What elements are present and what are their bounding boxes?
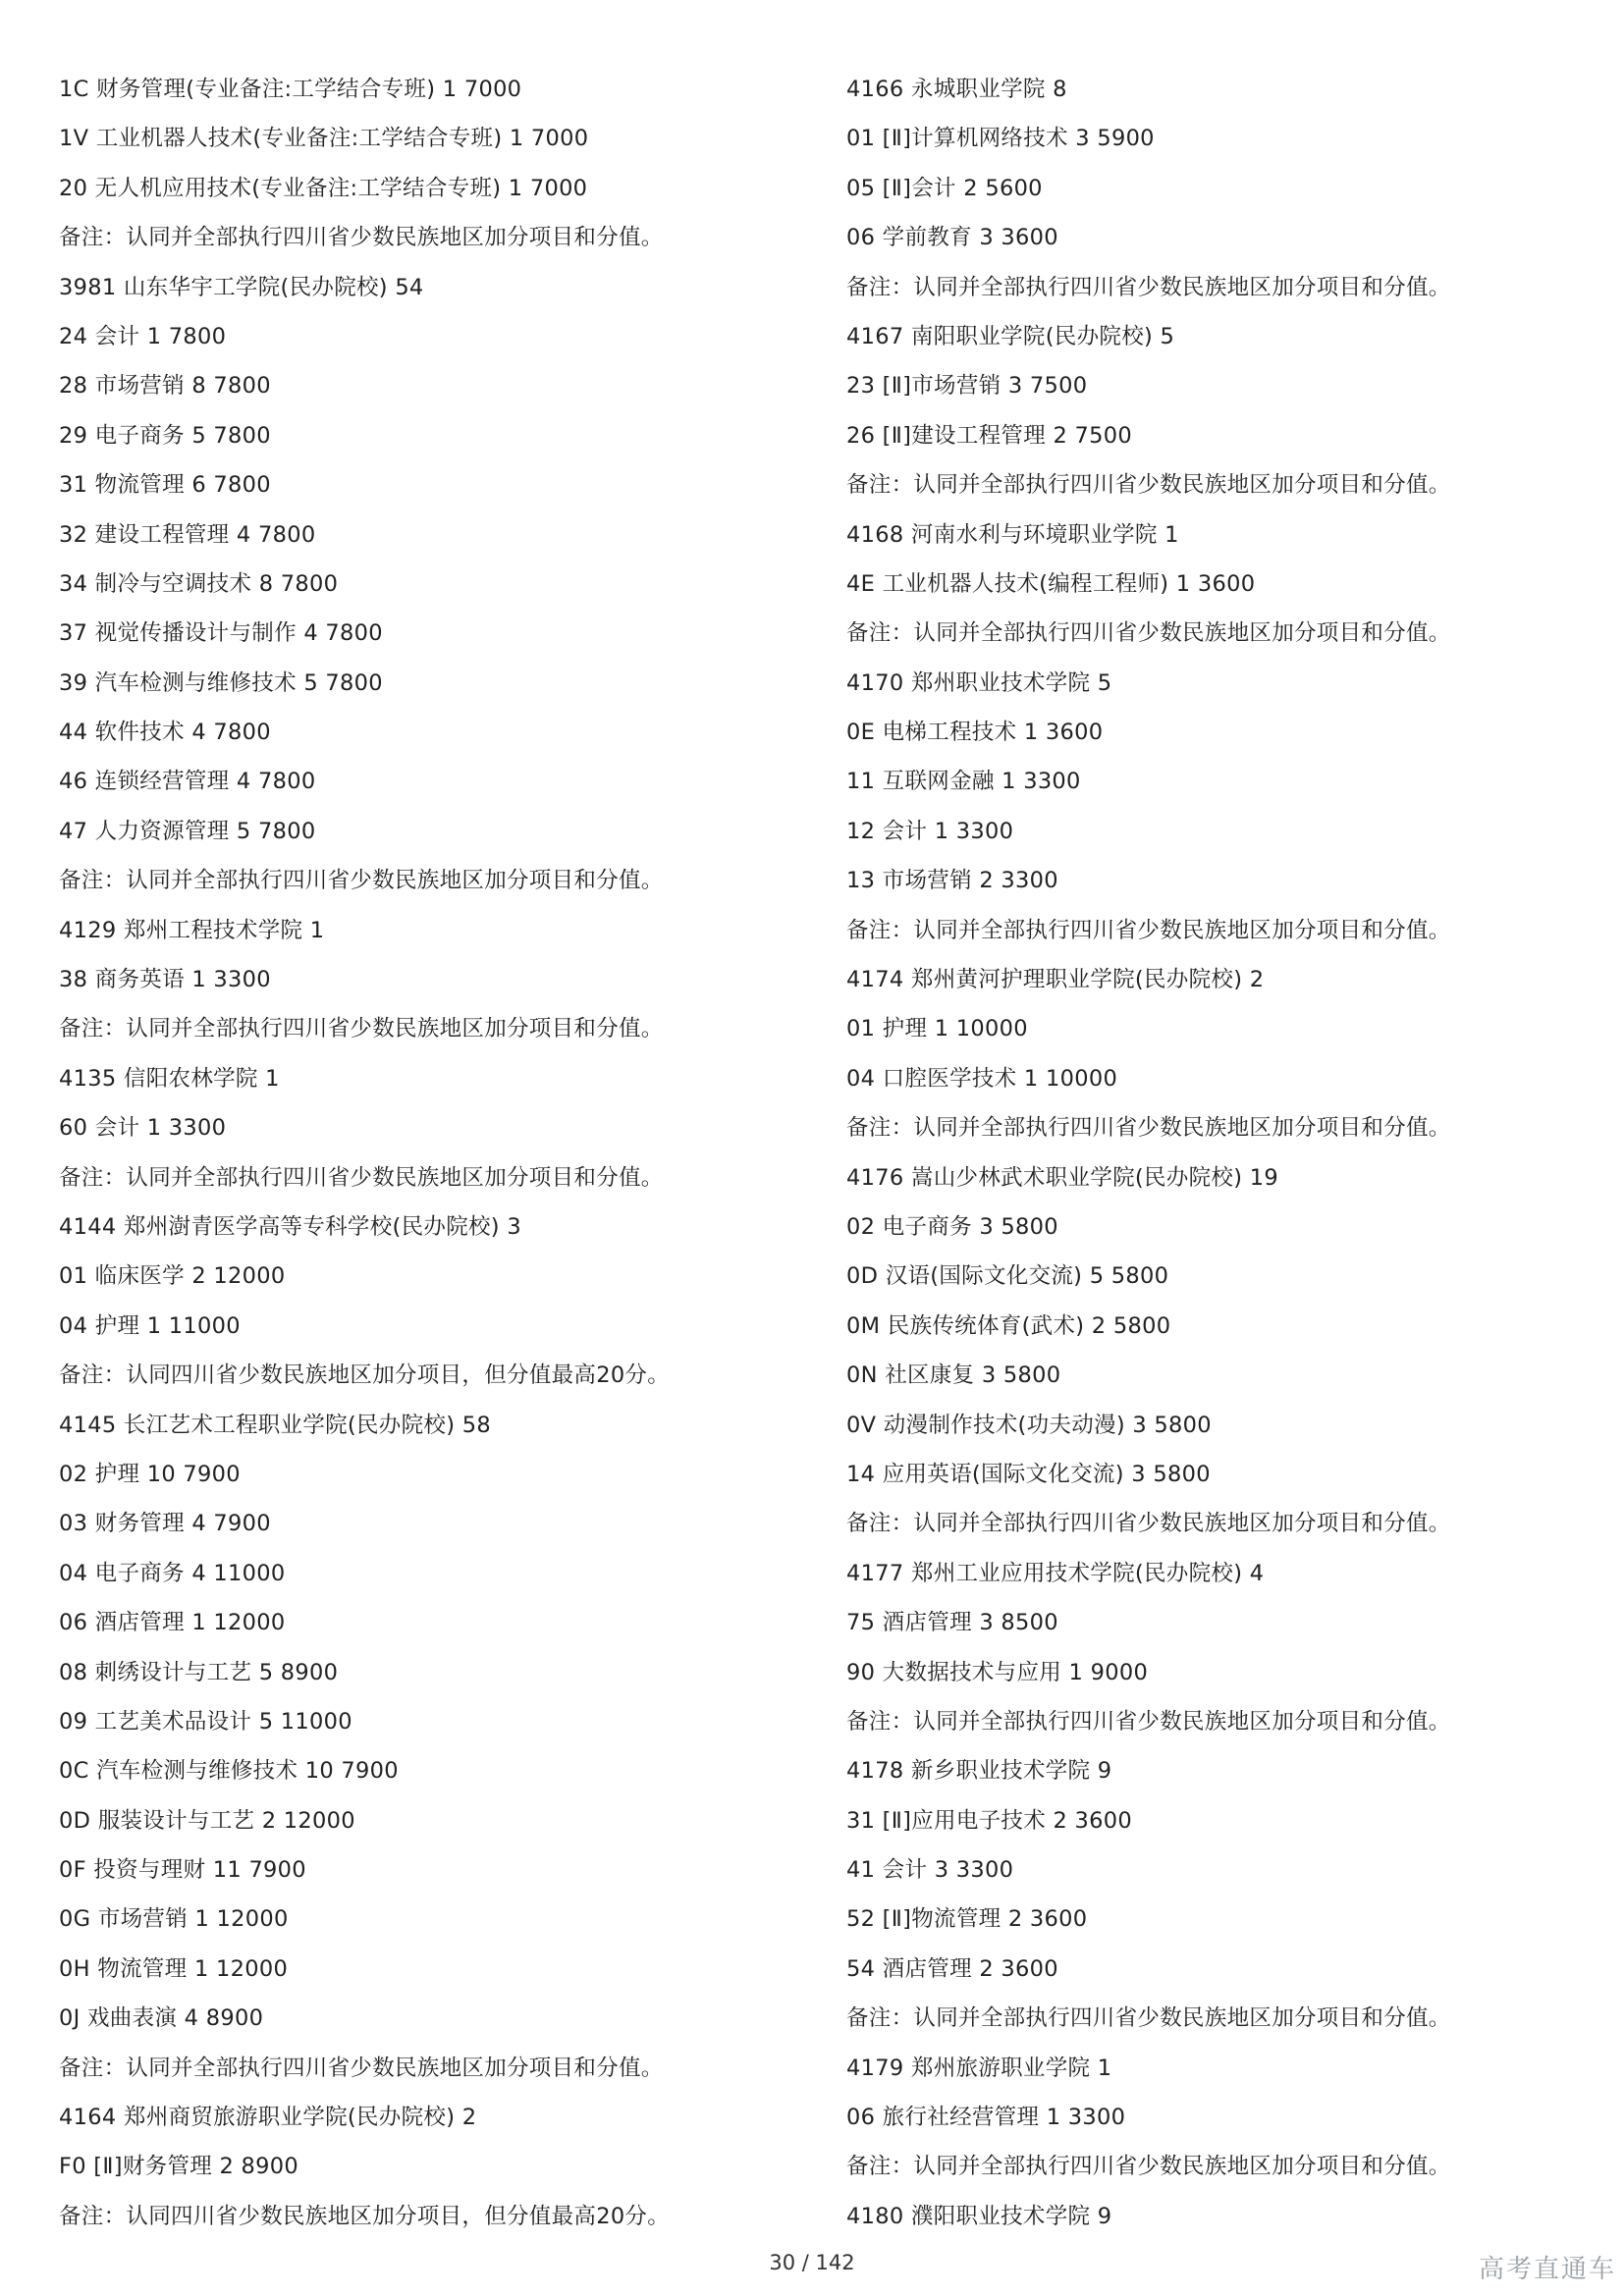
page-number: 30 / 142 [769, 2251, 855, 2274]
major-line: 0N 社区康复 3 5800 [846, 1362, 1061, 1389]
major-line: 31 [Ⅱ]应用电子技术 2 3600 [846, 1807, 1132, 1834]
major-line: 08 刺绣设计与工艺 5 8900 [59, 1659, 339, 1685]
major-line: 24 会计 1 7800 [59, 323, 227, 349]
note-line: 备注：认同并全部执行四川省少数民族地区加分项目和分值。 [846, 2005, 1451, 2032]
major-line: 01 [Ⅱ]计算机网络技术 3 5900 [846, 126, 1155, 152]
note-line: 备注：认同并全部执行四川省少数民族地区加分项目和分值。 [59, 868, 664, 894]
major-line: 06 酒店管理 1 12000 [59, 1610, 286, 1636]
right-column [846, 65, 1612, 2241]
note-line: 备注：认同并全部执行四川省少数民族地区加分项目和分值。 [846, 1708, 1451, 1735]
note-line: 备注：认同并全部执行四川省少数民族地区加分项目和分值。 [846, 472, 1451, 499]
major-line: 46 连锁经营管理 4 7800 [59, 769, 316, 795]
major-line: 75 酒店管理 3 8500 [846, 1610, 1058, 1636]
major-line: 0D 汉语(国际文化交流) 5 5800 [846, 1263, 1169, 1290]
note-line: 备注：认同并全部执行四川省少数民族地区加分项目和分值。 [846, 2154, 1451, 2180]
note-line: 备注：认同四川省少数民族地区加分项目，但分值最高20分。 [59, 2203, 671, 2229]
institution-line: 4174 郑州黄河护理职业学院(民办院校) 2 [846, 967, 1265, 993]
major-line: 38 商务英语 1 3300 [59, 967, 271, 993]
institution-line: 4176 嵩山少林武术职业学院(民办院校) 19 [846, 1164, 1278, 1191]
institution-line: 4168 河南水利与环境职业学院 1 [846, 521, 1179, 548]
major-line: 09 工艺美术品设计 5 11000 [59, 1708, 352, 1735]
major-line: 28 市场营销 8 7800 [59, 373, 271, 400]
major-line: 47 人力资源管理 5 7800 [59, 818, 316, 844]
major-line: 0M 民族传统体育(武术) 2 5800 [846, 1312, 1171, 1339]
major-line: 1C 财务管理(专业备注:工学结合专班) 1 7000 [59, 77, 522, 102]
major-line: 32 建设工程管理 4 7800 [59, 521, 316, 548]
major-line: 23 [Ⅱ]市场营销 3 7500 [846, 373, 1088, 400]
major-line: 34 制冷与空调技术 8 7800 [59, 570, 339, 597]
watermark: 高考直通车 [1478, 2255, 1616, 2284]
note-line: 备注：认同并全部执行四川省少数民族地区加分项目和分值。 [59, 2055, 664, 2081]
major-line: 90 大数据技术与应用 1 9000 [846, 1659, 1149, 1685]
institution-line: 4167 南阳职业学院(民办院校) 5 [846, 323, 1175, 349]
institution-line: 4180 濮阳职业技术学院 9 [846, 2203, 1112, 2229]
institution-line: 4179 郑州旅游职业学院 1 [846, 2055, 1112, 2081]
major-line: 06 旅行社经营管理 1 3300 [846, 2105, 1126, 2131]
major-line: 04 护理 1 11000 [59, 1312, 241, 1339]
major-line: 0F 投资与理财 11 7900 [59, 1857, 306, 1884]
major-line: 03 财务管理 4 7900 [59, 1511, 271, 1537]
major-line: 0E 电梯工程技术 1 3600 [846, 720, 1104, 746]
left-column [59, 65, 835, 2241]
note-line: 备注：认同并全部执行四川省少数民族地区加分项目和分值。 [846, 1511, 1451, 1537]
note-line: 备注：认同四川省少数民族地区加分项目，但分值最高20分。 [59, 1362, 671, 1389]
note-line: 备注：认同并全部执行四川省少数民族地区加分项目和分值。 [846, 274, 1451, 300]
note-line: 备注：认同并全部执行四川省少数民族地区加分项目和分值。 [846, 620, 1451, 647]
major-line: 0C 汽车检测与维修技术 10 7900 [59, 1758, 399, 1785]
institution-line: 4177 郑州工业应用技术学院(民办院校) 4 [846, 1560, 1265, 1586]
major-line: 0D 服装设计与工艺 2 12000 [59, 1807, 355, 1834]
institution-line: 4164 郑州商贸旅游职业学院(民办院校) 2 [59, 2105, 477, 2131]
note-line: 备注：认同并全部执行四川省少数民族地区加分项目和分值。 [59, 1164, 664, 1191]
institution-line: 3981 山东华宇工学院(民办院校) 54 [59, 274, 424, 300]
note-line: 备注：认同并全部执行四川省少数民族地区加分项目和分值。 [59, 225, 664, 251]
major-line: 02 电子商务 3 5800 [846, 1213, 1058, 1240]
note-line: 备注：认同并全部执行四川省少数民族地区加分项目和分值。 [846, 917, 1451, 943]
major-line: 39 汽车检测与维修技术 5 7800 [59, 669, 383, 696]
institution-line: 4178 新乡职业技术学院 9 [846, 1758, 1112, 1785]
major-line: 06 学前教育 3 3600 [846, 225, 1058, 251]
note-line: 备注：认同并全部执行四川省少数民族地区加分项目和分值。 [59, 1016, 664, 1042]
institution-line: 4135 信阳农林学院 1 [59, 1065, 280, 1092]
major-line: 01 护理 1 10000 [846, 1016, 1028, 1042]
institution-line: 4129 郑州工程技术学院 1 [59, 917, 325, 943]
major-line: 1V 工业机器人技术(专业备注:工学结合专班) 1 7000 [59, 126, 589, 152]
major-line: 04 口腔医学技术 1 10000 [846, 1065, 1118, 1092]
major-line: 0G 市场营销 1 12000 [59, 1906, 289, 1933]
major-line: 02 护理 10 7900 [59, 1461, 241, 1487]
major-line: 13 市场营销 2 3300 [846, 868, 1058, 894]
major-line: 31 物流管理 6 7800 [59, 472, 271, 499]
major-line: 11 互联网金融 1 3300 [846, 769, 1081, 795]
major-line: 0J 戏曲表演 4 8900 [59, 2005, 264, 2032]
institution-line: 4166 永城职业学院 8 [846, 77, 1067, 102]
major-line: 20 无人机应用技术(专业备注:工学结合专班) 1 7000 [59, 175, 588, 201]
major-line: 05 [Ⅱ]会计 2 5600 [846, 175, 1043, 201]
major-line: 01 临床医学 2 12000 [59, 1263, 286, 1290]
major-line: 60 会计 1 3300 [59, 1115, 227, 1142]
major-line: 0V 动漫制作技术(功夫动漫) 3 5800 [846, 1412, 1212, 1438]
major-line: 52 [Ⅱ]物流管理 2 3600 [846, 1906, 1088, 1933]
institution-line: 4145 长江艺术工程职业学院(民办院校) 58 [59, 1412, 491, 1438]
major-line: 14 应用英语(国际文化交流) 3 5800 [846, 1461, 1211, 1487]
major-line: 44 软件技术 4 7800 [59, 720, 271, 746]
major-line: 29 电子商务 5 7800 [59, 422, 271, 449]
major-line: 0H 物流管理 1 12000 [59, 1955, 289, 1982]
major-line: 04 电子商务 4 11000 [59, 1560, 286, 1586]
major-line: 4E 工业机器人技术(编程工程师) 1 3600 [846, 570, 1256, 597]
major-line: 54 酒店管理 2 3600 [846, 1955, 1058, 1982]
institution-line: 4170 郑州职业技术学院 5 [846, 669, 1112, 696]
note-line: 备注：认同并全部执行四川省少数民族地区加分项目和分值。 [846, 1115, 1451, 1142]
major-line: 26 [Ⅱ]建设工程管理 2 7500 [846, 422, 1132, 449]
major-line: 37 视觉传播设计与制作 4 7800 [59, 620, 383, 647]
major-line: F0 [Ⅱ]财务管理 2 8900 [59, 2154, 299, 2180]
institution-line: 4144 郑州澍青医学高等专科学校(民办院校) 3 [59, 1213, 521, 1240]
major-line: 41 会计 3 3300 [846, 1857, 1014, 1884]
major-line: 12 会计 1 3300 [846, 818, 1014, 844]
